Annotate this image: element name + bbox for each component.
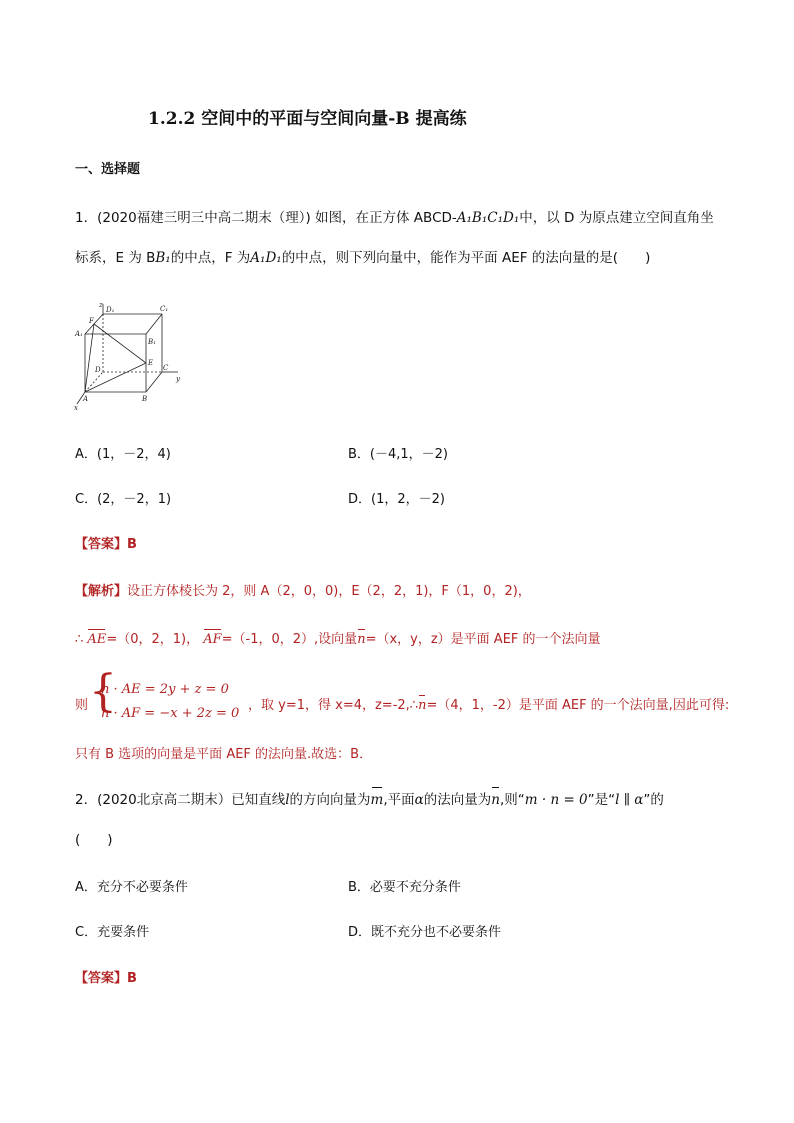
q2-vector-m: m: [370, 792, 384, 808]
page-title: 1.2.2 空间中的平面与空间向量-B 提高练: [148, 109, 467, 129]
q1-then: 则: [75, 698, 89, 713]
q1-analysis-tag: 【解析】: [75, 584, 128, 599]
figure-label-f: F: [89, 317, 94, 325]
q1-analysis-line-3: [248, 694, 729, 713]
figure-label-y: y: [176, 375, 180, 383]
question-2-line-1: [75, 790, 664, 810]
equation-1: n · AE = 2y + z = 0: [101, 682, 229, 697]
q1-option-c: C．(2，－2，1): [75, 492, 172, 507]
q1-ae-value: =（0，2，1)，: [106, 632, 200, 647]
figure-label-d1: D₁: [106, 306, 115, 314]
q2-option-c: C．充要条件: [75, 925, 150, 940]
q1-cube-name: A₁B₁C₁D₁: [456, 210, 520, 226]
q2-condition: m · n = 0: [524, 792, 588, 808]
q1-analysis-line-1: [75, 580, 531, 599]
figure-label-x: x: [74, 404, 78, 412]
q2-text-g: ”的: [643, 792, 664, 808]
q2-parentheses: ( ): [75, 832, 113, 848]
q1-b1: B₁: [155, 250, 171, 266]
figure-label-c1: C₁: [160, 305, 169, 313]
q2-answer-tag: 【答案】: [75, 971, 128, 986]
q1-analysis-text-3b: =（4，1，-2）是平面 AEF 的一个法向量,因此可得:: [426, 698, 730, 713]
q1-analysis-text-1: 设正方体棱长为 2，则 A（2，0，0)，E（2，2，1)，F（1，0，2)，: [127, 584, 531, 599]
figure-label-e: E: [148, 359, 154, 367]
equation-2: n · AF = −x + 2z = 0: [101, 706, 240, 721]
q2-text-a: 2．(2020北京高二期末）已知直线: [75, 792, 286, 808]
q1-af-value: =（-1，0，2）,设向量: [221, 632, 358, 647]
q2-alpha: α: [414, 792, 424, 808]
cube-figure: [70, 302, 185, 412]
q1-answer-tag: 【答案】: [75, 537, 128, 552]
section-heading: 一、选择题: [75, 162, 141, 177]
q2-answer: [75, 967, 137, 986]
q1-text-2c: 的中点，F 为: [170, 250, 251, 266]
q2-option-d: D．既不充分也不必要条件: [348, 925, 502, 940]
figure-label-a: A: [83, 395, 89, 403]
vector-ae: AE: [87, 632, 107, 647]
q1-analysis-text-3a: ，取 y=1，得 x=4，z=-2,∴: [248, 698, 419, 713]
figure-label-b: B: [142, 395, 148, 403]
q1-a1d1: A₁D₁: [250, 250, 282, 266]
q1-answer: [75, 533, 137, 552]
q2-relation: l ∥ α: [615, 792, 644, 808]
vector-af: AF: [203, 632, 222, 647]
q1-therefore: ∴: [75, 632, 84, 647]
q1-n-desc: =（x，y，z）是平面 AEF 的一个法向量: [365, 632, 601, 647]
q1-text-a: 1．(2020福建三明三中高二期末（理）) 如图，在正方体 ABCD-: [75, 210, 457, 226]
q2-line-l: l: [285, 792, 290, 808]
q2-vector-n: n: [491, 792, 500, 808]
q1-text-c: 中，以 D 为原点建立空间直角坐: [519, 210, 714, 226]
question-1-line-1: [75, 208, 714, 228]
figure-label-c: C: [163, 364, 169, 372]
q2-option-b: B．必要不充分条件: [348, 880, 461, 895]
q1-analysis-line-2: [75, 628, 601, 647]
figure-label-a1: A₁: [75, 330, 83, 338]
q2-text-e: ,则“: [499, 792, 525, 808]
q1-text-2a: 标系，E 为 B: [75, 250, 156, 266]
figure-label-z: z: [99, 302, 103, 309]
q2-option-a: A．充分不必要条件: [75, 880, 188, 895]
question-1-line-2: [75, 248, 650, 268]
q1-option-b: B．(－4,1，－2): [348, 447, 449, 462]
figure-label-d: D: [95, 366, 101, 374]
q1-option-d: D．(1，2，－2): [348, 492, 445, 507]
q1-answer-value: B: [127, 537, 137, 552]
q2-answer-value: B: [127, 971, 137, 986]
system-brace: {: [89, 666, 117, 717]
q1-analysis-line-4: 只有 B 选项的向量是平面 AEF 的法向量.故选：B．: [75, 747, 373, 762]
q2-text-c: ,平面: [383, 792, 415, 808]
q1-option-a: A．(1，－2，4): [75, 447, 171, 462]
q2-text-d: 的法向量为: [423, 792, 492, 808]
vector-n: n: [357, 632, 366, 647]
figure-label-b1: B₁: [148, 338, 156, 346]
q1-text-2e: 的中点，则下列向量中，能作为平面 AEF 的法向量的是( ): [281, 250, 651, 266]
q2-text-b: 的方向向量为: [289, 792, 371, 808]
q2-text-f: ”是“: [587, 792, 616, 808]
vector-n-result: n: [418, 698, 427, 713]
